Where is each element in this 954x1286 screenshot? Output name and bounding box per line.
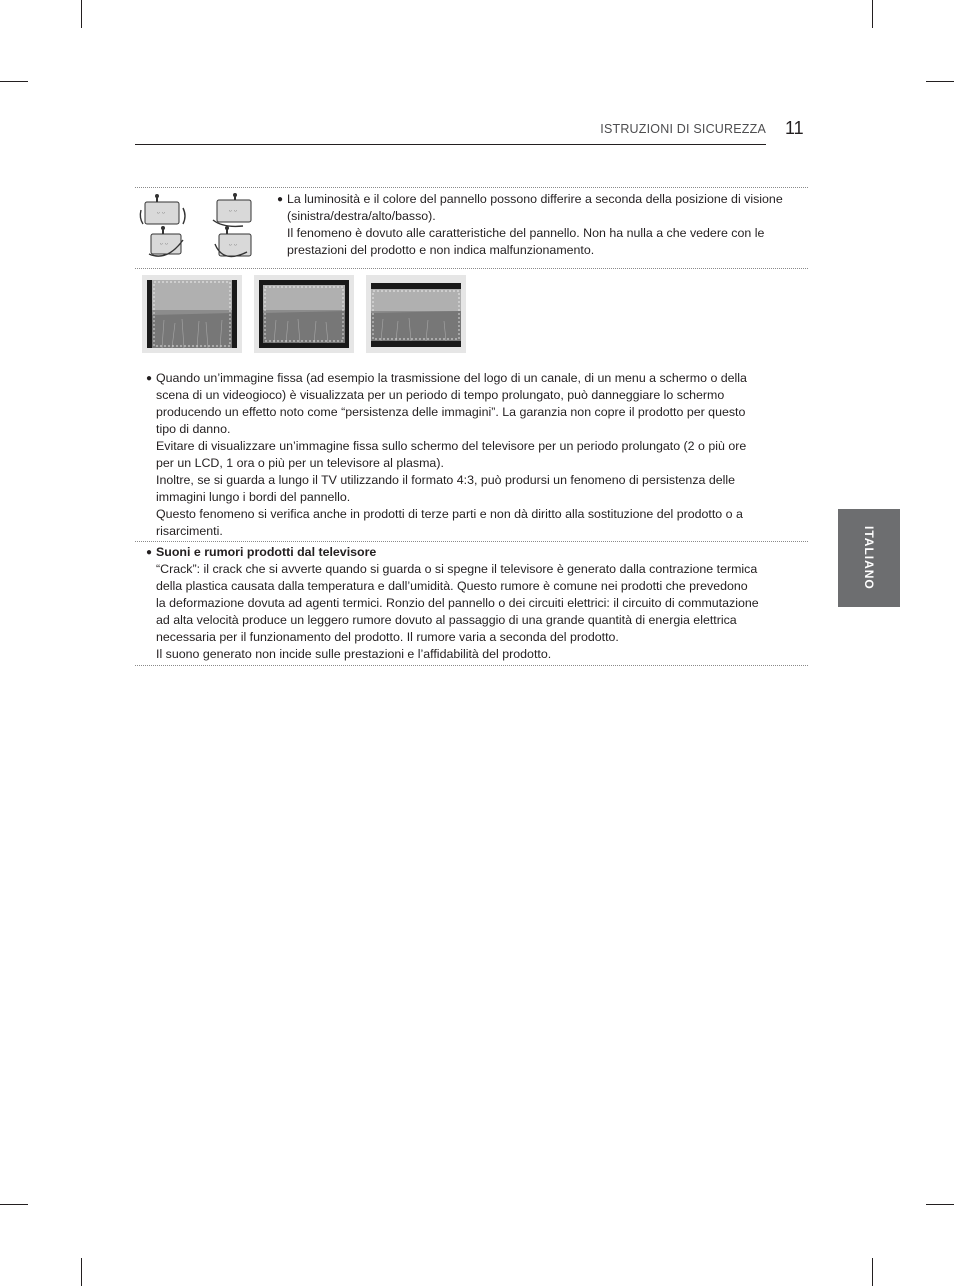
bullet-icon: ●	[146, 547, 153, 558]
crop-mark	[926, 1204, 954, 1205]
dotted-divider	[135, 541, 808, 542]
viewing-angle-illustration	[137, 192, 267, 262]
image-retention-example-1	[142, 275, 242, 353]
crop-mark	[872, 1258, 873, 1286]
crop-mark	[81, 0, 82, 28]
text-line: La luminosità e il colore del pannello possono differire a seconda della posizione di visione	[287, 192, 783, 206]
text-line: immagini lungo i bordi del pannello.	[156, 490, 351, 504]
text-line: Questo fenomeno si verifica anche in prodotti di terze parti e non dà diritto alla sostituzione del prodotto o a	[156, 507, 743, 521]
text-line: Il fenomeno è dovuto alle caratteristiche del pannello. Non ha nulla a che vedere con le	[287, 226, 765, 240]
crop-mark	[872, 0, 873, 28]
image-retention-example-3	[366, 275, 466, 353]
text-line: la deformazione dovuta ad agenti termici. Ronzio del pannello o dei circuiti elettrici: il circuito di commutazione	[156, 596, 759, 610]
tv-noise-note	[146, 544, 806, 663]
section-title: ISTRUZIONI DI SICUREZZA	[600, 122, 766, 136]
header-rule	[135, 144, 766, 145]
crop-mark	[81, 1258, 82, 1286]
text-line: producendo un effetto noto come “persistenza delle immagini”. La garanzia non copre il prodotto per questo	[156, 405, 746, 419]
dotted-divider	[135, 187, 808, 188]
page-number: 11	[785, 118, 804, 138]
image-retention-example-2	[254, 275, 354, 353]
language-tab	[838, 509, 900, 607]
svg-text:ᵕ ᵕ: ᵕ ᵕ	[229, 208, 238, 216]
text-line: risarcimenti.	[156, 524, 223, 538]
svg-text:ᵕ ᵕ: ᵕ ᵕ	[157, 210, 166, 218]
crop-mark	[0, 1204, 28, 1205]
text-line: Evitare di visualizzare un’immagine fissa sullo schermo del televisore per un periodo prolungato (2 o più ore	[156, 439, 747, 453]
section-heading: Suoni e rumori prodotti dal televisore	[156, 545, 377, 559]
svg-text:ᵕ ᵕ: ᵕ ᵕ	[160, 241, 169, 249]
text-line: scena di un videogioco) è visualizzata per un periodo di tempo prolungato, può danneggiare lo schermo	[156, 388, 725, 402]
dotted-divider	[135, 665, 808, 666]
language-tab-label: ITALIANO	[862, 526, 876, 590]
crop-mark	[0, 81, 28, 82]
svg-text:ᵕ ᵕ: ᵕ ᵕ	[229, 242, 238, 250]
text-line: Quando un’immagine fissa (ad esempio la trasmissione del logo di un canale, di un menu a schermo o della	[156, 371, 747, 385]
image-retention-note	[146, 370, 806, 540]
text-line: Il suono generato non incide sulle prestazioni e l’affidabilità del prodotto.	[156, 647, 552, 661]
text-line: Inoltre, se si guarda a lungo il TV utilizzando il formato 4:3, può prodursi un fenomeno di persistenza delle	[156, 473, 736, 487]
bullet-icon: ●	[277, 194, 284, 205]
text-line: prestazioni del prodotto e non indica malfunzionamento.	[287, 243, 595, 257]
text-line: tipo di danno.	[156, 422, 231, 436]
text-line: per un LCD, 1 ora o più per un televisore al plasma).	[156, 456, 444, 470]
text-line: (sinistra/destra/alto/basso).	[287, 209, 436, 223]
crop-mark	[926, 81, 954, 82]
text-line: necessaria per il funzionamento del prodotto. Il rumore varia a seconda del prodotto.	[156, 630, 619, 644]
bullet-icon: ●	[146, 373, 153, 384]
text-line: della plastica causata dalla temperatura e dall’umidità. Questo rumore è comune nei prodotti che prevedono	[156, 579, 748, 593]
viewing-angle-note	[277, 191, 807, 259]
dotted-divider	[135, 268, 808, 269]
text-line: ad alta velocità produce un leggero rumore dovuto al passaggio di una grande quantità di energia elettrica	[156, 613, 737, 627]
text-line: “Crack”: il crack che si avverte quando si guarda o si spegne il televisore è generato dalla contrazione termica	[156, 562, 758, 576]
